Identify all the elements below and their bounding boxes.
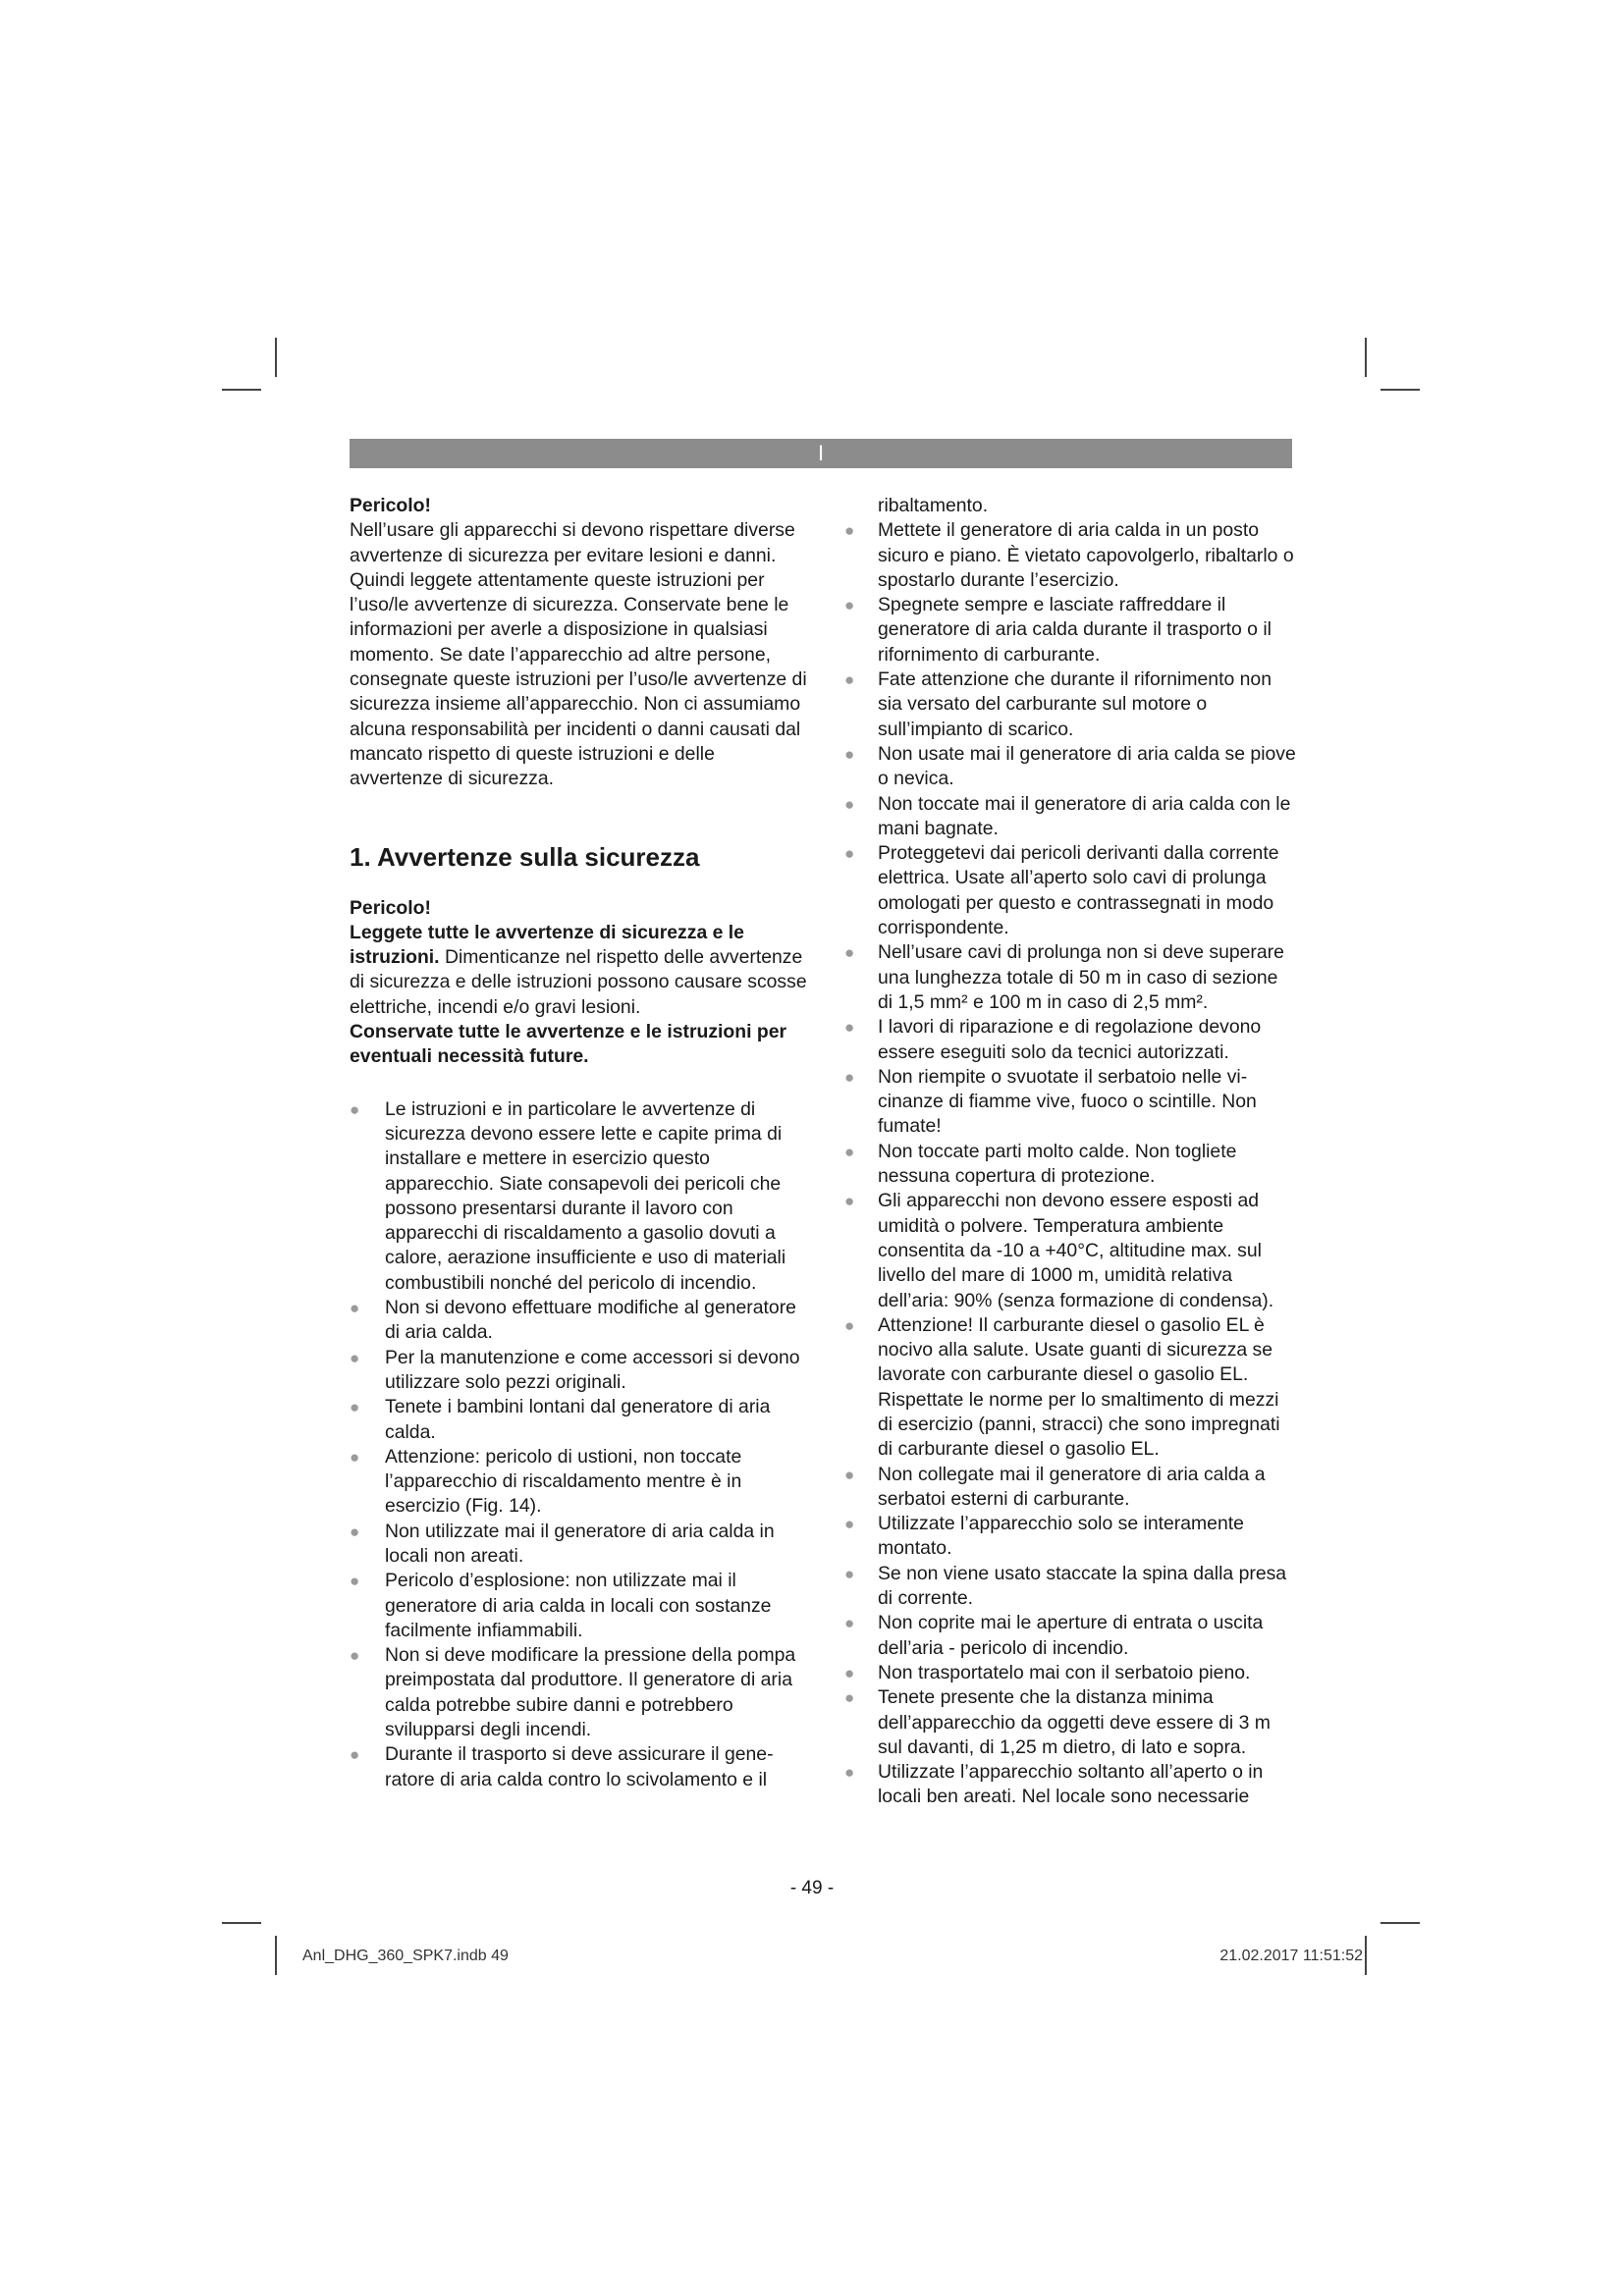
list-item: ● Non coprite mai le aperture di entrata o uscita dell’aria - pericolo di incendio.	[844, 1612, 1264, 1659]
list-item: ● Se non viene usato staccate la spina dalla presa di corrente.	[844, 1562, 1287, 1610]
list-item: ● Proteggetevi dai pericoli derivanti dalla corrente elettrica. Usate all’aperto solo cavi di prolunga omologati per questo e contrassegnati in modo corrispondente.	[844, 842, 1279, 939]
bullet-icon: ●	[350, 1348, 360, 1367]
crop-mark	[1365, 1936, 1367, 1975]
crop-mark	[275, 338, 277, 377]
footer-file: Anl_DHG_360_SPK7.indb 49	[302, 1948, 509, 1964]
bullet-icon: ●	[844, 670, 855, 690]
bullet-icon: ●	[350, 1398, 360, 1417]
list-item: ● Tenete i bambini lontani dal generatore di aria calda.	[350, 1396, 771, 1443]
crop-mark	[222, 1922, 261, 1924]
bullet-icon: ●	[844, 1142, 855, 1161]
bullet-icon: ●	[844, 1663, 855, 1682]
list-item: ● Attenzione: pericolo di ustioni, non toccate l’apparecchio di riscaldamento mentre è in esercizio (Fig. 14).	[350, 1445, 742, 1518]
list-item: ● Fate attenzione che durante il rifornimento non sia versato del carburante sul motore o sull’impianto di scarico.	[844, 668, 1272, 740]
bullet-icon: ●	[844, 744, 855, 764]
crop-mark	[1365, 338, 1367, 377]
list-item: ● Spegnete sempre e lasciate raffreddare il generatore di aria calda durante il trasporto o il rifornimento di carburante.	[844, 594, 1272, 666]
list-item: ● Utilizzate l’apparecchio solo se interamente montato.	[844, 1513, 1244, 1560]
danger-heading: Pericolo!	[350, 896, 431, 919]
bullet-icon: ●	[844, 1315, 855, 1335]
bullet-icon: ●	[844, 1067, 855, 1087]
list-item: ● Non toccate mai il generatore di aria calda con le mani bagnate.	[844, 792, 1291, 839]
page-number: - 49 -	[789, 1878, 835, 1898]
bullet-icon: ●	[844, 596, 855, 615]
list-item: ● Non riempite o svuotate il serbatoio nelle vicinanze di fiamme vive, fuoco o scintille. Non fumate!	[844, 1065, 1257, 1138]
section-title: 1. Avvertenze sulla sicurezza	[350, 841, 700, 872]
list-item: ● Durante il trasporto si deve assicurare il generatore di aria calda contro lo scivolamento e il	[350, 1743, 774, 1790]
list-item: ● Non si deve modificare la pressione della pompa preimpostata dal produttore. Il generatore di aria calda potrebbe subire danni e potrebbero svilupparsi degli incendi.	[350, 1644, 796, 1741]
intro-text: Nell’usare gli apparecchi si devono rispettare diverse avvertenze di sicurezza per evitare lesioni e danni. Quindi leggete attentamente queste istruzioni per l’uso/le avvertenze di sicurezza. Conservate bene le informazioni per averle a disposizione in qualsiasi momento. Se date l’apparecchio ad altre persone, consegnate queste istruzioni per l’uso/le avvertenze di sicurezza insieme all’apparecchio. Non ci assumiamo alcuna responsabilità per incidenti o danni causati dal mancato rispetto di queste istruzioni e delle avvertenze di sicurezza.	[350, 519, 807, 790]
right-column	[844, 494, 1296, 1810]
list-item: ● Non collegate mai il generatore di aria calda a serbatoi esterni di carburante.	[844, 1463, 1266, 1510]
read-instructions-text: Dimenticanze nel rispetto delle avvertenze di sicurezza e delle istruzioni possono causare scosse elettriche, incendi e/o gravi lesioni.	[350, 946, 807, 1018]
bullet-icon: ●	[844, 1614, 855, 1633]
bullet-icon: ●	[844, 794, 855, 814]
footer-datetime: 21.02.2017 11:51:52	[1219, 1948, 1363, 1964]
crop-mark	[1380, 1922, 1420, 1924]
bullet-icon: ●	[844, 1192, 855, 1211]
bullet-icon: ●	[350, 1522, 360, 1541]
list-item: ● I lavori di riparazione e di regolazione devono essere eseguiti solo da tecnici autorizzati.	[844, 1016, 1262, 1063]
list-item: ● Gli apparecchi non devono essere esposti ad umidità o polvere. Temperatura ambiente consentita da -10 a +40°C, altitudine max. sul livello del mare di 1000 m, umidità relativa dell’aria: 90% (senza formazione di condensa).	[844, 1190, 1274, 1311]
left-column	[350, 494, 809, 1792]
list-item: ● Non usate mai il generatore di aria calda se piove o nevica.	[844, 742, 1296, 790]
left-bullet-list	[350, 1097, 809, 1792]
list-item: ● Attenzione! Il carburante diesel o gasolio EL è nocivo alla salute. Usate guanti di sicurezza se lavorate con carburante diesel o gasolio EL. Rispettate le norme per lo smaltimento di mezzi di esercizio (panni, stracci) che sono impregnati di carburante diesel o gasolio EL.	[844, 1313, 1280, 1461]
language-label: I	[817, 441, 825, 465]
right-bullet-list	[844, 518, 1296, 1809]
list-item: ● Mettete il generatore di aria calda in un posto sicuro e piano. È vietato capovolgerlo, ribaltarlo o spostarlo durante l’esercizio.	[844, 519, 1294, 591]
bullet-icon: ●	[844, 1018, 855, 1038]
bullet-icon: ●	[350, 1745, 360, 1765]
list-item: ● Non utilizzate mai il generatore di aria calda in locali non areati.	[350, 1520, 775, 1567]
list-item: ● Non trasportatelo mai con il serbatoio pieno.	[844, 1661, 1296, 1685]
bullet-icon: ●	[844, 844, 855, 864]
read-instructions	[350, 921, 809, 1020]
bullet-icon: ●	[844, 943, 855, 963]
continuation-text: ribaltamento.	[878, 495, 989, 516]
bullet-icon: ●	[350, 1646, 360, 1666]
list-item: ● Pericolo d’esplosione: non utilizzate mai il generatore di aria calda in locali con sostanze facilmente infiammabili.	[350, 1570, 772, 1641]
bullet-icon: ●	[844, 1515, 855, 1534]
list-item: ● Non toccate parti molto calde. Non togliete nessuna copertura di protezione.	[844, 1140, 1237, 1188]
bullet-icon: ●	[350, 1299, 360, 1318]
bullet-icon: ●	[350, 1572, 360, 1591]
bullet-icon: ●	[844, 1465, 855, 1484]
bullet-icon: ●	[844, 521, 855, 541]
read-instructions-bold: Leggete tutte le avvertenze di sicurezza e le istruzioni.	[350, 921, 744, 969]
keep-instructions: Conservate tutte le avvertenze e le istruzioni per eventuali necessità future.	[350, 1021, 787, 1068]
intro-heading: Pericolo!	[350, 495, 431, 516]
list-item: ● Non si devono effettuare modifiche al generatore di aria calda.	[350, 1297, 796, 1344]
bullet-icon: ●	[350, 1447, 360, 1467]
bullet-icon: ●	[350, 1099, 360, 1119]
bullet-icon: ●	[844, 1564, 855, 1583]
bullet-icon: ●	[844, 1763, 855, 1783]
crop-mark	[1380, 389, 1420, 391]
bullet-icon: ●	[844, 1688, 855, 1708]
list-item: ● Utilizzate l’apparecchio soltanto all’aperto o in locali ben areati. Nel locale sono necessarie	[844, 1761, 1264, 1808]
list-item: ● Nell’usare cavi di prolunga non si deve superare una lunghezza totale di 50 m in caso di sezione di 1,5 mm² e 100 m in caso di 2,5 mm².	[844, 941, 1284, 1013]
list-item: ● Tenete presente che la distanza minima dell’apparecchio da oggetti deve essere di 3 m sul davanti, di 1,25 m dietro, di lato e sopra.	[844, 1686, 1271, 1758]
list-item: ● Per la manutenzione e come accessori si devono utilizzare solo pezzi originali.	[350, 1346, 800, 1393]
list-item: ● Le istruzioni e in particolare le avvertenze di sicurezza devono essere lette e capite prima di installare e mettere in esercizio questo apparecchio. Siate consapevoli dei pericoli che possono presentarsi durante il lavoro con apparecchi di riscaldamento a gasolio dovuti a calore, aerazione insufficiente e uso di materiali combustibili nonché del pericolo di incendio.	[350, 1097, 786, 1294]
language-header-bar	[350, 439, 1292, 468]
crop-mark	[222, 389, 261, 391]
crop-mark	[275, 1936, 277, 1975]
